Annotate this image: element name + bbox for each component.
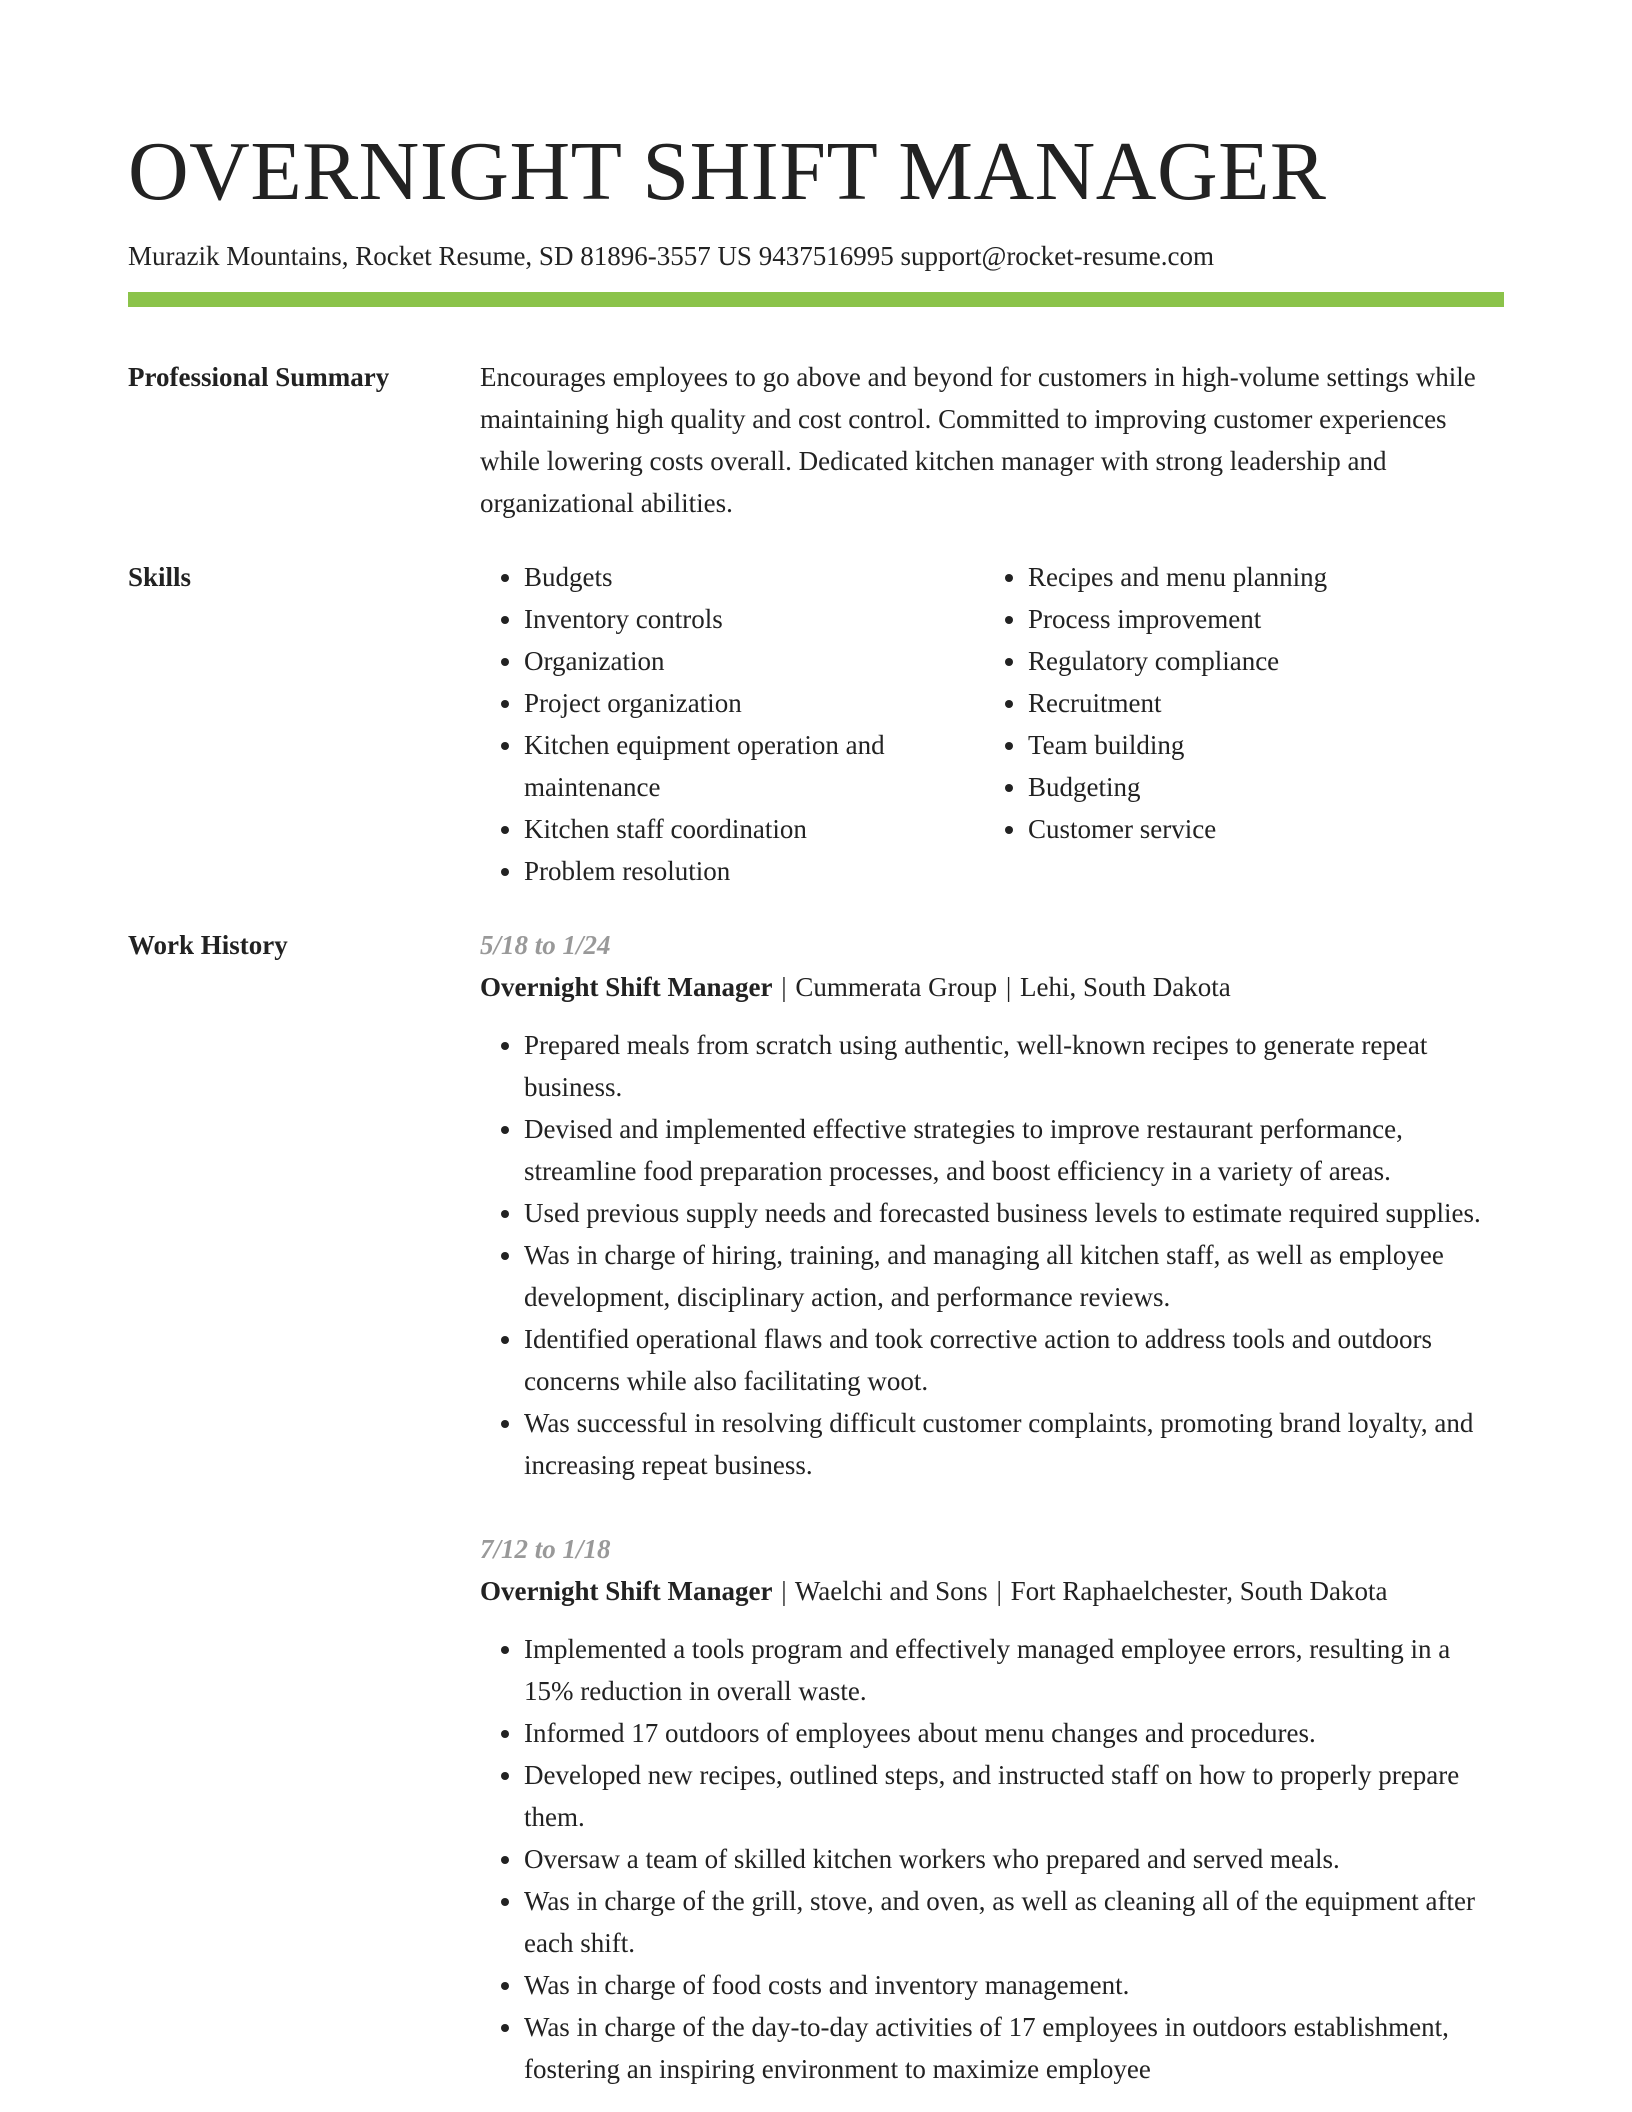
- separator: |: [781, 1576, 787, 1606]
- job-title-line: [480, 966, 1504, 1008]
- contact-email: support@rocket-resume.com: [900, 241, 1214, 271]
- job-bullet: • Was in charge of food costs and inventory management.: [524, 1964, 1504, 2006]
- job-title: Overnight Shift Manager: [480, 972, 773, 1002]
- skill-item: • Team building: [1028, 724, 1488, 766]
- job-entry: [480, 924, 1504, 1486]
- job-bullet: • Identified operational flaws and took corrective action to address tools and outdoors concerns while also facilitating woot.: [524, 1318, 1504, 1402]
- job-dates: 5/18 to 1/24: [480, 930, 611, 960]
- skill-item: • Regulatory compliance: [1028, 640, 1488, 682]
- skills-column-right: [984, 556, 1488, 892]
- contact-address: Murazik Mountains, Rocket Resume, SD 81896-3557 US: [128, 241, 752, 271]
- contact-phone: 9437516995: [758, 241, 894, 271]
- skill-item: • Kitchen equipment operation and maintenance: [524, 724, 984, 808]
- skill-item: • Organization: [524, 640, 984, 682]
- job-location: Fort Raphaelchester, South Dakota: [1010, 1576, 1388, 1606]
- job-location: Lehi, South Dakota: [1020, 972, 1231, 1002]
- job-bullet: • Developed new recipes, outlined steps, and instructed staff on how to properly prepare them.: [524, 1754, 1504, 1838]
- job-entry: [480, 1528, 1504, 2090]
- job-bullet: • Oversaw a team of skilled kitchen workers who prepared and served meals.: [524, 1838, 1504, 1880]
- skills-grid: [480, 556, 1504, 892]
- job-bullet: • Used previous supply needs and forecasted business levels to estimate required supplies.: [524, 1192, 1504, 1234]
- job-title: Overnight Shift Manager: [480, 1576, 773, 1606]
- work-history-section: [128, 924, 1504, 2090]
- summary-heading: Professional Summary: [128, 362, 390, 392]
- job-bullet: • Prepared meals from scratch using authentic, well-known recipes to generate repeat business.: [524, 1024, 1504, 1108]
- job-dates: 7/12 to 1/18: [480, 1534, 611, 1564]
- job-bullets: [480, 1628, 1504, 2090]
- skill-item: • Kitchen staff coordination: [524, 808, 984, 850]
- skill-item: • Problem resolution: [524, 850, 984, 892]
- work-history-body: [480, 924, 1504, 2090]
- skill-item: • Customer service: [1028, 808, 1488, 850]
- skills-list-right: [984, 556, 1488, 850]
- skill-item: • Budgeting: [1028, 766, 1488, 808]
- job-bullet: • Was in charge of hiring, training, and managing all kitchen staff, as well as employee development, disciplinary action, and performance reviews.: [524, 1234, 1504, 1318]
- job-bullets: [480, 1024, 1504, 1486]
- skill-item: • Project organization: [524, 682, 984, 724]
- job-company: Waelchi and Sons: [794, 1576, 988, 1606]
- job-bullet: • Implemented a tools program and effectively managed employee errors, resulting in a 15% reduction in overall waste.: [524, 1628, 1504, 1712]
- separator: |: [996, 1576, 1002, 1606]
- skill-item: • Recruitment: [1028, 682, 1488, 724]
- skills-body: [480, 556, 1504, 892]
- job-bullet: • Was in charge of the grill, stove, and oven, as well as cleaning all of the equipment after each shift.: [524, 1880, 1504, 1964]
- job-bullet: • Was successful in resolving difficult customer complaints, promoting brand loyalty, and increasing repeat business.: [524, 1402, 1504, 1486]
- skills-column-left: [480, 556, 984, 892]
- contact-line: [128, 238, 1504, 274]
- skills-section: [128, 556, 1504, 892]
- job-bullet: • Informed 17 outdoors of employees about menu changes and procedures.: [524, 1712, 1504, 1754]
- separator: |: [781, 972, 787, 1002]
- summary-text: Encourages employees to go above and beyond for customers in high-volume settings while maintaining high quality and cost control. Committed to improving customer experiences while lowering costs overall. Dedicated kitchen manager with strong leadership and organizational abilities.: [480, 362, 1476, 518]
- summary-section: [128, 356, 1504, 524]
- work-history-heading: Work History: [128, 930, 288, 960]
- skills-heading: Skills: [128, 562, 192, 592]
- job-title-line: [480, 1570, 1504, 1612]
- resume-name-heading: OVERNIGHT SHIFT MANAGER: [128, 125, 1327, 218]
- accent-divider: [128, 292, 1504, 307]
- job-company: Cummerata Group: [795, 972, 998, 1002]
- job-bullet: • Devised and implemented effective strategies to improve restaurant performance, streamline food preparation processes, and boost efficiency in a variety of areas.: [524, 1108, 1504, 1192]
- skill-item: • Inventory controls: [524, 598, 984, 640]
- separator: |: [1005, 972, 1012, 1002]
- resume-page: [128, 0, 1504, 2090]
- skill-item: • Recipes and menu planning: [1028, 556, 1488, 598]
- skills-list-left: [480, 556, 984, 892]
- job-bullet: • Was in charge of the day-to-day activities of 17 employees in outdoors establishment, fostering an inspiring environment to maximize employee: [524, 2006, 1504, 2090]
- skill-item: • Budgets: [524, 556, 984, 598]
- skill-item: • Process improvement: [1028, 598, 1488, 640]
